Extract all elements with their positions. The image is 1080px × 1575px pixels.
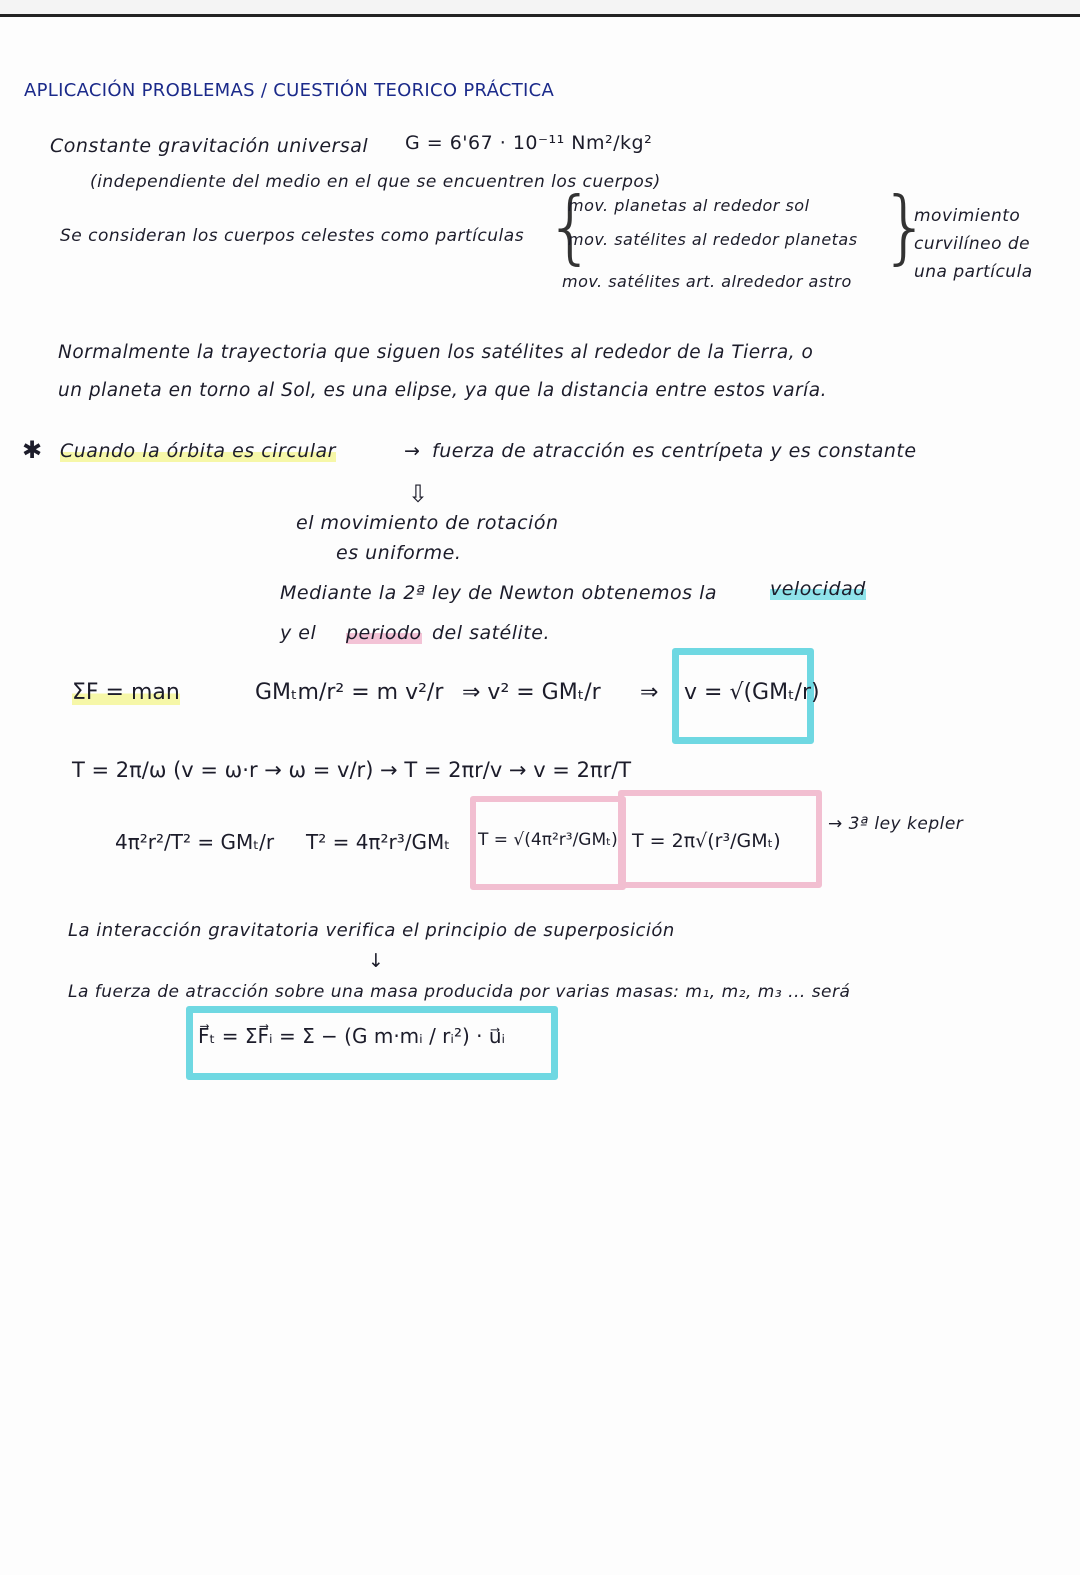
period-result: T = √(4π²r³/GMₜ): [478, 830, 618, 850]
particle-item: mov. satélites art. alrededor astro: [562, 272, 852, 291]
superposition-line: La fuerza de atracción sobre una masa producida por varias masas: m₁, m₂, m₃ ... será: [68, 982, 851, 1002]
equation-sum-force: ΣF = man: [72, 680, 180, 705]
page-title: APLICACIÓN PROBLEMAS / CUESTIÓN TEORICO PRÁCTICA: [24, 80, 555, 101]
page-top-edge: [0, 0, 1080, 17]
constant-value: G = 6'67 · 10⁻¹¹ Nm²/kg²: [405, 132, 653, 154]
circular-result: fuerza de atracción es centrípeta y es constante: [432, 440, 917, 462]
conclusion-line: movimiento: [914, 206, 1021, 226]
implies-icon: ⇒: [640, 680, 659, 705]
left-brace: {: [545, 180, 596, 273]
paragraph-line: un planeta en torno al Sol, es una elipse, ya que la distancia entre estos varía.: [58, 380, 828, 401]
conclusion-line: curvilíneo de: [914, 234, 1031, 254]
period-highlight: periodo: [346, 622, 422, 644]
constant-note: (independiente del medio en el que se encuentren los cuerpos): [90, 172, 661, 192]
superposition-formula: F⃗ₜ = ΣF⃗ᵢ = Σ − (G m·mᵢ / rᵢ²) · u⃗ᵢ: [198, 1024, 506, 1048]
conclusion-line: una partícula: [914, 262, 1033, 282]
particle-item: mov. planetas al rededor sol: [568, 196, 810, 215]
uniform-line: el movimiento de rotación: [296, 512, 559, 534]
down-arrow-icon: ⇩: [408, 480, 429, 508]
kepler-note: → 3ª ley kepler: [828, 814, 964, 834]
asterisk-icon: ✱: [22, 436, 43, 464]
paragraph-line: Normalmente la trayectoria que siguen los satélites al rededor de la Tierra, o: [58, 342, 814, 363]
constant-label: Constante gravitación universal: [50, 135, 369, 157]
newton-line: del satélite.: [432, 622, 550, 644]
circular-condition: Cuando la órbita es circular: [60, 440, 336, 462]
newton-line: Mediante la 2ª ley de Newton obtenemos la: [280, 582, 718, 604]
particles-intro: Se consideran los cuerpos celestes como partículas: [60, 226, 525, 246]
velocity-highlight: velocidad: [770, 578, 866, 600]
uniform-line: es uniforme.: [336, 542, 462, 564]
period-result-2: T = 2π√(r³/GMₜ): [632, 830, 781, 852]
velocity-result: v = √(GMₜ/r): [684, 680, 820, 705]
equation-t-squared: T² = 4π²r³/GMₜ: [306, 830, 451, 854]
equation-v-squared: ⇒ v² = GMₜ/r: [462, 680, 601, 705]
down-arrow-icon: ↓: [368, 950, 385, 972]
superposition-line: La interacción gravitatoria verifica el principio de superposición: [68, 920, 675, 941]
particle-item: mov. satélites al rededor planetas: [568, 230, 858, 249]
arrow-icon: →: [404, 440, 421, 462]
newton-line: y el: [280, 622, 317, 644]
equation-kepler-step: 4π²r²/T² = GMₜ/r: [115, 830, 275, 854]
right-brace: }: [880, 180, 931, 273]
equation-period: T = 2π/ω (v = ω·r → ω = v/r) → T = 2πr/v → v = 2πr/T: [72, 758, 632, 782]
equation-gravity: GMₜm/r² = m v²/r: [255, 680, 444, 705]
